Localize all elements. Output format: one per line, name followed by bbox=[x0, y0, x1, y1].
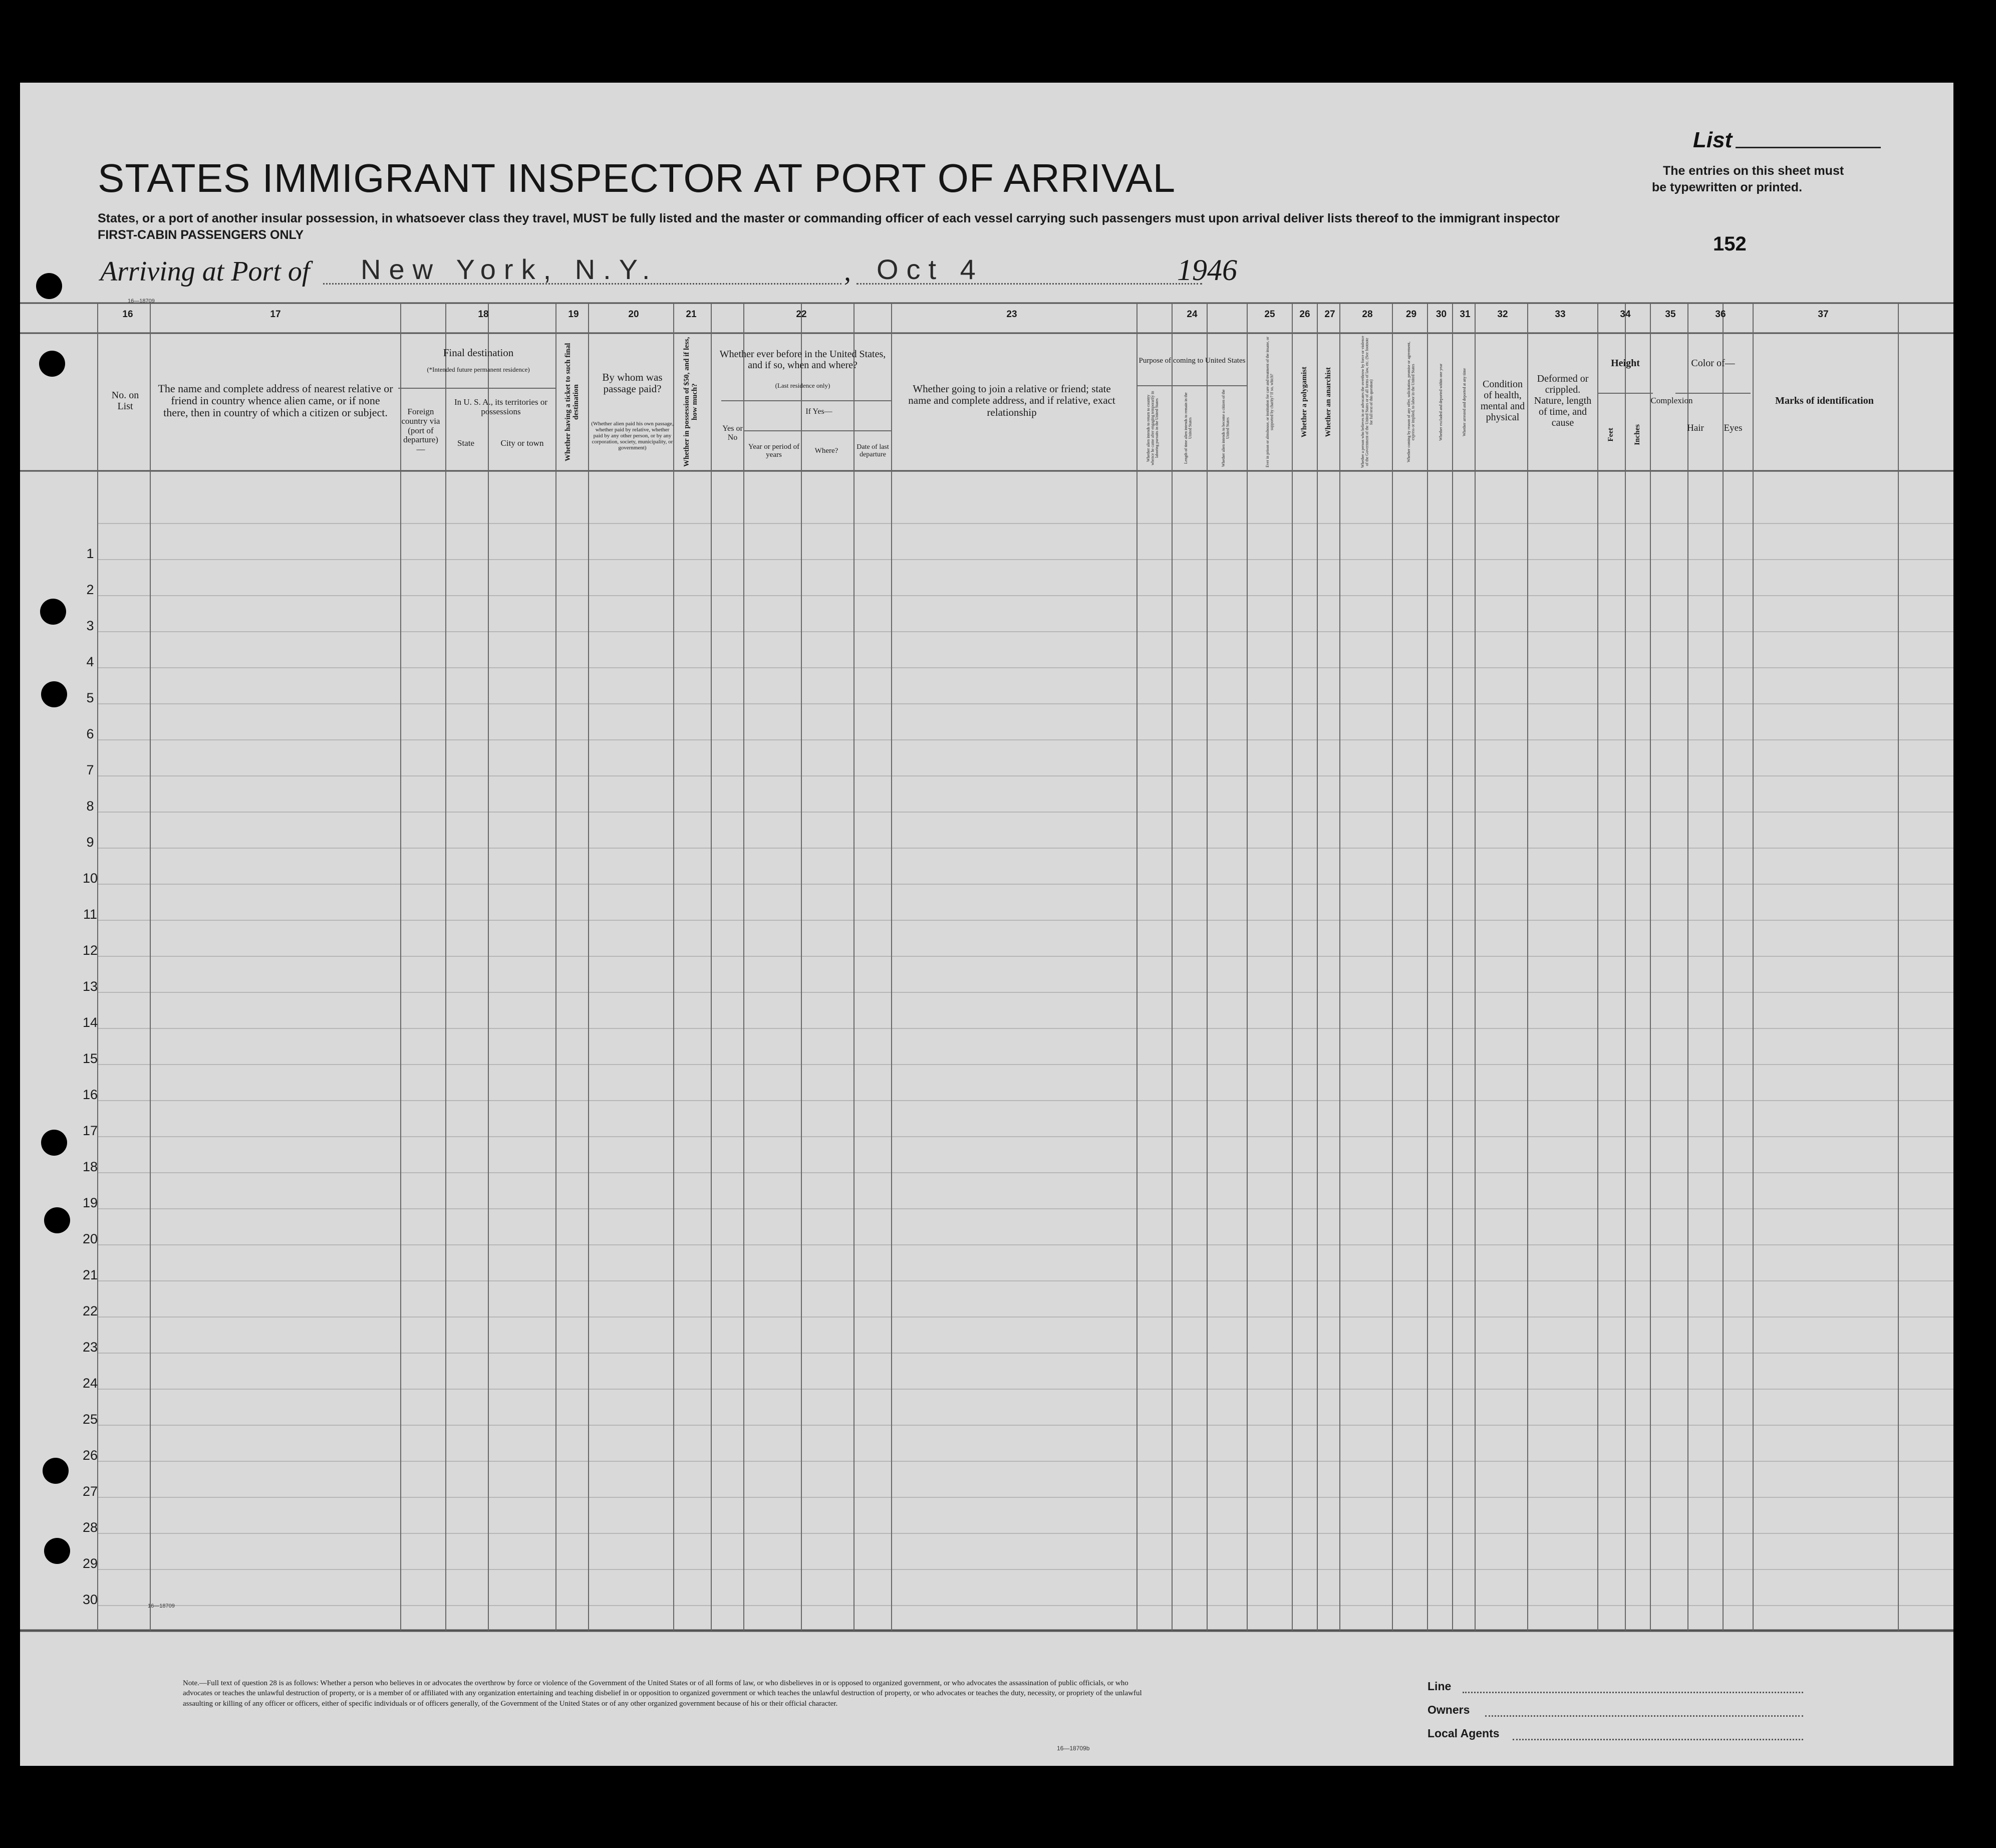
manifest-sheet bbox=[20, 83, 1953, 1766]
col-num-18: 18 bbox=[478, 309, 489, 320]
col17-header: The name and complete address of nearest relative or friend in country whence alien came, or if none there, then in country of which a citizen or subject. bbox=[158, 382, 393, 419]
entries-note-1: The entries on this sheet must bbox=[1663, 164, 1844, 178]
col-num-25: 25 bbox=[1264, 309, 1275, 320]
row-number: 4 bbox=[86, 654, 94, 669]
row-number: 29 bbox=[82, 1556, 98, 1571]
row-number: 18 bbox=[82, 1159, 98, 1174]
col21-label: Whether in possession of $50, and if less, how much? bbox=[683, 337, 699, 467]
binder-hole bbox=[41, 1130, 67, 1156]
form-code-top: 16—18709 bbox=[128, 298, 155, 304]
col-num-37: 37 bbox=[1818, 309, 1829, 320]
row-number: 1 bbox=[86, 546, 94, 561]
row-number: 21 bbox=[82, 1267, 98, 1282]
row-number: 16 bbox=[82, 1087, 98, 1102]
col19-label: Whether having a ticket to such final destination bbox=[563, 343, 580, 461]
agents-dotted bbox=[1513, 1739, 1803, 1740]
row-number: 26 bbox=[82, 1448, 98, 1463]
col32-header: Condition of health, mental and physical bbox=[1480, 379, 1525, 423]
col-num-26: 26 bbox=[1299, 309, 1310, 320]
row-number: 12 bbox=[82, 943, 98, 958]
row-number: 28 bbox=[82, 1520, 98, 1535]
col-num-28: 28 bbox=[1362, 309, 1373, 320]
col34-inches-label: Inches bbox=[1633, 424, 1642, 445]
row-number: 23 bbox=[82, 1340, 98, 1355]
row-number: 20 bbox=[82, 1231, 98, 1246]
row-number: 17 bbox=[82, 1123, 98, 1138]
col-num-20: 20 bbox=[628, 309, 639, 320]
col22-year: Year or period of years bbox=[748, 442, 800, 459]
col19-header bbox=[556, 336, 589, 468]
col29-header bbox=[1395, 336, 1428, 468]
col23-header: Whether going to join a relative or friend; state name and complete address, and if relative, exact relationship bbox=[908, 383, 1115, 418]
binder-hole bbox=[43, 1458, 69, 1484]
col24-b-label: Length of time alien intends to remain in the United States bbox=[1183, 392, 1192, 464]
row-number: 25 bbox=[82, 1412, 98, 1427]
footnote: Note.—Full text of question 28 is as follows: Whether a person who believes in or advocates the overthrow by force or violence of the Government of the United States or of all forms of law, or who disbelieves in or is opposed to organized government, or who advocates the assassination of public officials, or who advocates or teaches the unlawful destruction of property, or is a member of or affiliated with any organization entertaining and teaching disbelief in or opposition to organized government or which teaches the unlawful destruction of property, or who advocates or teaches the duty, necessity, or propriety of the unlawful assaulting or killing of any officer or officers, either of specific individuals or of officers generally, of the Government of the United States or of any other organized government because of his or their official character. bbox=[183, 1679, 1142, 1708]
col18-header: Final destination bbox=[443, 347, 514, 359]
col16-header: No. on List bbox=[111, 390, 139, 412]
col20-header: By whom was passage paid? bbox=[602, 371, 663, 395]
owners-dotted bbox=[1485, 1715, 1803, 1717]
row-number: 9 bbox=[86, 835, 94, 850]
col22-date: Date of last departure bbox=[857, 443, 889, 458]
binder-hole bbox=[36, 273, 62, 299]
col-num-32: 32 bbox=[1497, 309, 1508, 320]
binder-hole bbox=[40, 599, 66, 625]
port-value: New York, N.Y. bbox=[361, 253, 658, 285]
row-number: 11 bbox=[83, 907, 98, 922]
col22-yesno: Yes or No bbox=[722, 424, 743, 442]
row-number: 27 bbox=[82, 1484, 98, 1499]
col-num-34: 34 bbox=[1620, 309, 1631, 320]
row-number: 30 bbox=[82, 1592, 98, 1607]
col-num-22: 22 bbox=[796, 309, 807, 320]
col-num-24: 24 bbox=[1187, 309, 1198, 320]
col-num-27: 27 bbox=[1324, 309, 1335, 320]
binder-hole bbox=[39, 351, 65, 377]
col22-header: Whether ever before in the United States, and if so, when and where? bbox=[719, 348, 886, 371]
col30-label: Whether excluded and deported within one year bbox=[1439, 363, 1444, 441]
col24-a bbox=[1138, 388, 1168, 468]
row-number: 8 bbox=[86, 799, 94, 814]
row-number: 14 bbox=[82, 1015, 98, 1030]
col22-subheader: (Last residence only) bbox=[775, 381, 830, 389]
entries-note-2: be typewritten or printed. bbox=[1652, 180, 1803, 194]
form-code-footer: 16—18709b bbox=[1057, 1745, 1090, 1752]
form-code-bottom: 16—18709 bbox=[148, 1603, 175, 1609]
col27-label: Whether an anarchist bbox=[1324, 367, 1332, 437]
col20-subheader: (Whether alien paid his own passage, whether paid by relative, whether paid by any other person, or by any corporation, society, municipality, or government) bbox=[591, 420, 674, 451]
col24-c bbox=[1208, 388, 1243, 468]
col30-header bbox=[1430, 336, 1453, 468]
col22-where: Where? bbox=[814, 446, 838, 455]
col33-header: Deformed or crippled. Nature, length of time, and cause bbox=[1534, 373, 1592, 428]
row-number: 24 bbox=[82, 1376, 98, 1391]
page-number: 152 bbox=[1713, 233, 1747, 255]
col-num-35: 35 bbox=[1665, 309, 1676, 320]
col37-header: Marks of identification bbox=[1775, 395, 1874, 406]
col26-header bbox=[1292, 336, 1317, 468]
col-num-31: 31 bbox=[1460, 309, 1471, 320]
row-number: 15 bbox=[82, 1051, 98, 1066]
col21-header bbox=[676, 336, 706, 468]
row-number: 5 bbox=[86, 690, 94, 705]
row-number: 10 bbox=[82, 871, 98, 886]
col-num-30: 30 bbox=[1436, 309, 1447, 320]
col18-subheader: (*Intended future permanent residence) bbox=[427, 365, 530, 373]
col36-hair: Hair bbox=[1687, 422, 1704, 433]
col18-state: State bbox=[457, 438, 474, 448]
col34-feet-label: Feet bbox=[1607, 427, 1615, 442]
date-value: Oct 4 bbox=[877, 253, 984, 285]
col34-header: Height bbox=[1611, 358, 1640, 369]
arriving-label: Arriving at Port of bbox=[100, 256, 310, 287]
row-number: 7 bbox=[86, 762, 94, 777]
col24-a-label: Whether alien intends to return to country whence he came after engaging temporarily in laboring pursuits in the United States bbox=[1146, 391, 1160, 466]
binder-hole bbox=[41, 681, 67, 707]
col29-label: Whether coming by reason of any offer, solicitation, promise or agreement, express or implied, to labor in the United States bbox=[1406, 342, 1415, 463]
col22-ifyes: If Yes— bbox=[805, 407, 832, 416]
col24-c-label: Whether alien intends to become a citizen of the United States bbox=[1221, 389, 1230, 467]
binder-hole bbox=[44, 1207, 70, 1233]
col-num-29: 29 bbox=[1405, 309, 1417, 320]
comma: , bbox=[844, 256, 851, 287]
col24-header: Purpose of coming to United States bbox=[1138, 356, 1246, 365]
row-number: 6 bbox=[86, 726, 94, 741]
col34-feet bbox=[1599, 403, 1624, 466]
row-number: 13 bbox=[82, 979, 98, 994]
col-num-33: 33 bbox=[1555, 309, 1566, 320]
local-agents-label: Local Agents bbox=[1428, 1727, 1500, 1740]
col-num-23: 23 bbox=[1006, 309, 1017, 320]
col25-label: Ever in prison or almshouse, or institution for care and treatment of the insane, or supported by charity? If so, which? bbox=[1265, 337, 1274, 467]
col-num-16: 16 bbox=[122, 309, 133, 320]
col18-foreign: Foreign country via (port of departure)— bbox=[401, 407, 440, 454]
subtitle: States, or a port of another insular possession, in whatsoever class they travel, MUST be fully listed and the master or commanding officer of each vessel carrying such passengers must upon arrival deliver lists thereof to the immigrant inspector bbox=[98, 211, 1560, 225]
row-number: 22 bbox=[82, 1303, 98, 1318]
col24-b bbox=[1173, 388, 1203, 468]
col-num-36: 36 bbox=[1715, 309, 1726, 320]
col36-eyes: Eyes bbox=[1724, 422, 1743, 433]
owners-label: Owners bbox=[1428, 1703, 1470, 1716]
col18-city: City or town bbox=[500, 438, 544, 448]
col35-header: Complexion bbox=[1650, 395, 1693, 405]
row-number: 3 bbox=[86, 618, 94, 633]
binder-hole bbox=[44, 1538, 70, 1564]
col-num-21: 21 bbox=[686, 309, 697, 320]
list-label: List bbox=[1693, 128, 1733, 152]
row-number: 19 bbox=[82, 1195, 98, 1210]
col26-label: Whether a polygamist bbox=[1300, 366, 1309, 438]
col18-usa: In U. S. A., its territories or possessions bbox=[454, 397, 548, 416]
class-line: FIRST-CABIN PASSENGERS ONLY bbox=[98, 228, 304, 242]
col28-label: Whether a person who believes in or advocates the overthrow by force or violence of the Government of the United States or of all forms of law, etc. (See footnote for full text of this question) bbox=[1360, 336, 1374, 468]
line-label: Line bbox=[1428, 1680, 1452, 1693]
col31-header bbox=[1454, 336, 1476, 468]
col-num-17: 17 bbox=[270, 309, 281, 320]
line-dotted bbox=[1463, 1692, 1803, 1693]
col25-header bbox=[1250, 336, 1290, 468]
col34-inches bbox=[1625, 403, 1650, 466]
col36-header: Color of— bbox=[1691, 358, 1735, 369]
col28-header bbox=[1342, 336, 1392, 468]
col27-header bbox=[1317, 336, 1340, 468]
col31-label: Whether arrested and deported at any time bbox=[1462, 368, 1467, 436]
row-number: 2 bbox=[86, 582, 94, 597]
year-value: 1946 bbox=[1177, 253, 1237, 287]
col-num-19: 19 bbox=[568, 309, 579, 320]
page-title: STATES IMMIGRANT INSPECTOR AT PORT OF ARRIVAL bbox=[98, 156, 1176, 200]
grid-lines bbox=[20, 83, 1953, 1766]
